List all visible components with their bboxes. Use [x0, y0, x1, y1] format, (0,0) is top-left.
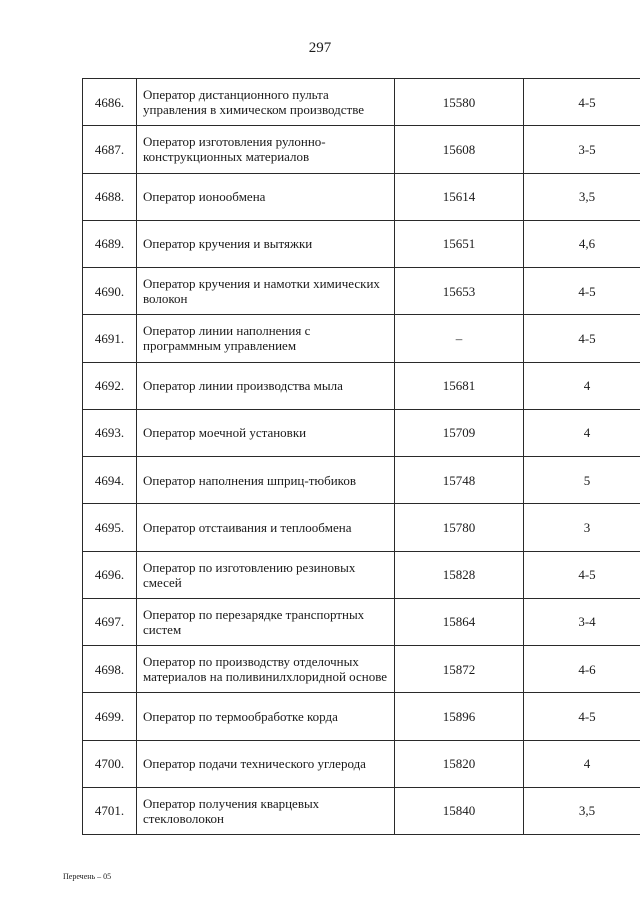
row-number-cell: 4693.: [83, 409, 137, 456]
table-row: [83, 646, 640, 693]
occupation-name-cell: Оператор линии наполнения с программным управлением: [137, 315, 395, 362]
occupation-code-cell: 15780: [395, 504, 524, 551]
row-number-cell: 4699.: [83, 693, 137, 740]
occupations-table: [82, 78, 640, 835]
row-number-cell: 4688.: [83, 173, 137, 220]
grade-cell: 5: [524, 457, 640, 504]
grade-cell: 3,5: [524, 173, 640, 220]
row-number-cell: 4696.: [83, 551, 137, 598]
table-row: [83, 598, 640, 645]
occupation-name-cell: Оператор подачи технического углерода: [137, 740, 395, 787]
grade-cell: 4: [524, 740, 640, 787]
grade-cell: 3: [524, 504, 640, 551]
table-row: [83, 504, 640, 551]
occupation-name-cell: Оператор кручения и вытяжки: [137, 220, 395, 267]
occupation-name-cell: Оператор изготовления рулонно-конструкционных материалов: [137, 126, 395, 173]
row-number-cell: 4701.: [83, 787, 137, 834]
occupation-code-cell: 15748: [395, 457, 524, 504]
grade-cell: 4-5: [524, 268, 640, 315]
grade-cell: 3-5: [524, 126, 640, 173]
occupation-name-cell: Оператор кручения и намотки химических волокон: [137, 268, 395, 315]
table-row: [83, 551, 640, 598]
grade-cell: 4: [524, 409, 640, 456]
table-row: [83, 220, 640, 267]
row-number-cell: 4698.: [83, 646, 137, 693]
row-number-cell: 4686.: [83, 79, 137, 126]
row-number-cell: 4692.: [83, 362, 137, 409]
occupation-code-cell: 15653: [395, 268, 524, 315]
occupation-code-cell: 15840: [395, 787, 524, 834]
grade-cell: 3-4: [524, 598, 640, 645]
occupation-code-cell: 15681: [395, 362, 524, 409]
grade-cell: 4-5: [524, 315, 640, 362]
occupation-name-cell: Оператор по производству отделочных материалов на поливинилхлоридной основе: [137, 646, 395, 693]
grade-cell: 3,5: [524, 787, 640, 834]
table-row: [83, 787, 640, 834]
occupation-name-cell: Оператор по перезарядке транспортных систем: [137, 598, 395, 645]
occupation-name-cell: Оператор ионообмена: [137, 173, 395, 220]
row-number-cell: 4700.: [83, 740, 137, 787]
occupation-code-cell: 15820: [395, 740, 524, 787]
row-number-cell: 4697.: [83, 598, 137, 645]
occupation-name-cell: Оператор получения кварцевых стекловолокон: [137, 787, 395, 834]
occupation-name-cell: Оператор отстаивания и теплообмена: [137, 504, 395, 551]
table-row: [83, 79, 640, 126]
occupation-name-cell: Оператор дистанционного пульта управления в химическом производстве: [137, 79, 395, 126]
table-row: [83, 126, 640, 173]
grade-cell: 4-6: [524, 646, 640, 693]
occupation-code-cell: 15614: [395, 173, 524, 220]
page-number: 297: [308, 40, 332, 56]
occupation-name-cell: Оператор по термообработке корда: [137, 693, 395, 740]
table-row: [83, 268, 640, 315]
grade-cell: 4-5: [524, 693, 640, 740]
occupation-code-cell: 15608: [395, 126, 524, 173]
row-number-cell: 4690.: [83, 268, 137, 315]
row-number-cell: 4695.: [83, 504, 137, 551]
table-row: [83, 740, 640, 787]
table-row: [83, 315, 640, 362]
grade-cell: 4: [524, 362, 640, 409]
table-row: [83, 409, 640, 456]
occupation-code-cell: 15896: [395, 693, 524, 740]
occupation-code-cell: 15864: [395, 598, 524, 645]
table-row: [83, 693, 640, 740]
occupation-name-cell: Оператор моечной установки: [137, 409, 395, 456]
occupation-name-cell: Оператор наполнения шприц-тюбиков: [137, 457, 395, 504]
occupation-code-cell: 15828: [395, 551, 524, 598]
grade-cell: 4-5: [524, 79, 640, 126]
grade-cell: 4-5: [524, 551, 640, 598]
row-number-cell: 4694.: [83, 457, 137, 504]
occupation-code-cell: 15651: [395, 220, 524, 267]
table-row: [83, 362, 640, 409]
occupation-name-cell: Оператор по изготовлению резиновых смесей: [137, 551, 395, 598]
table-row: [83, 457, 640, 504]
grade-cell: 4,6: [524, 220, 640, 267]
row-number-cell: 4687.: [83, 126, 137, 173]
table-row: [83, 173, 640, 220]
row-number-cell: 4691.: [83, 315, 137, 362]
occupation-code-cell: 15872: [395, 646, 524, 693]
row-number-cell: 4689.: [83, 220, 137, 267]
occupation-code-cell: 15580: [395, 79, 524, 126]
occupation-code-cell: –: [395, 315, 524, 362]
footer-label: Перечень – 05: [63, 872, 112, 881]
occupation-name-cell: Оператор линии производства мыла: [137, 362, 395, 409]
occupation-code-cell: 15709: [395, 409, 524, 456]
